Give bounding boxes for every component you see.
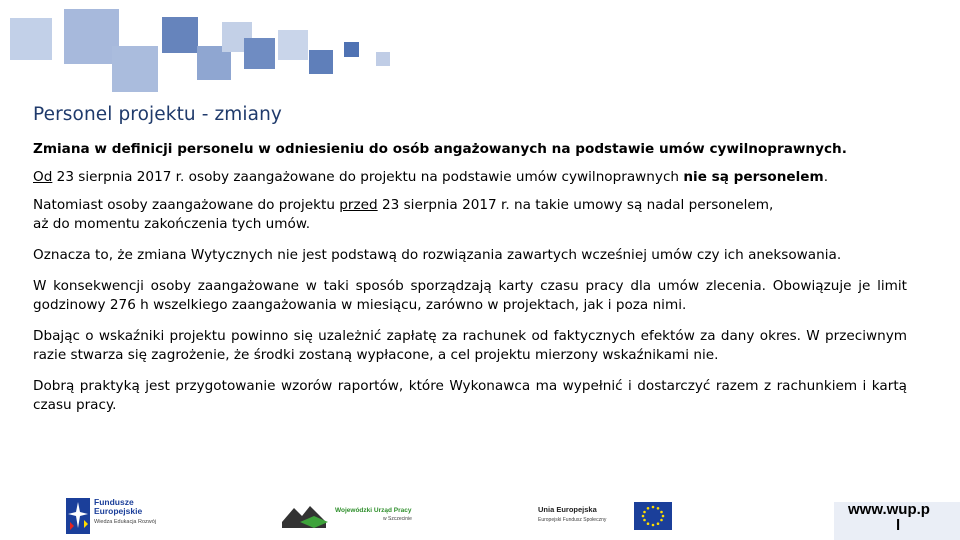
from-text: 23 sierpnia 2017 r. osoby zaangażowane do projektu na podstawie umów cywilnoprawnych <box>52 169 684 185</box>
period: . <box>823 169 829 185</box>
from-label: Od <box>33 169 53 185</box>
fundusze-europejskie-logo <box>66 496 176 536</box>
slide-content <box>33 140 907 427</box>
fe-star-icon <box>66 498 90 534</box>
deco-square <box>376 52 390 66</box>
paragraph-definition <box>33 140 907 159</box>
wup-emblem-icon <box>280 502 330 530</box>
eu-line2: Europejski Fundusz Społeczny <box>538 517 607 523</box>
before-text-d: aż do momentu zakończenia tych umów. <box>33 216 311 232</box>
eu-logo <box>538 502 678 534</box>
website-line1: www.wup.p <box>848 501 930 518</box>
fe-line1: Fundusze <box>94 497 134 507</box>
before-text-c: 23 sierpnia 2017 r. na takie umowy są nadal personelem, <box>377 197 774 213</box>
not-personnel-text: nie są personelem <box>683 169 824 185</box>
fe-line2: Europejskie <box>94 506 143 516</box>
paragraph-from-date <box>33 168 907 187</box>
wup-line1: Wojewódzki Urząd Pracy <box>335 507 412 514</box>
before-text-a: Natomiast osoby zaangażowane do projektu <box>33 197 340 213</box>
eu-flag-icon <box>634 502 672 530</box>
wup-logo <box>280 500 430 532</box>
deco-square <box>162 17 198 53</box>
website-line2: l <box>896 517 901 534</box>
before-label: przed <box>339 197 378 213</box>
paragraph-indicators: Dbając o wskaźniki projektu powinno się uzależnić zapłatę za rachunek od faktycznych efektów za dany okres. W przeciwnym razie stwarza się zagrożenie, że środki zostaną wypłacone, a cel projektu mierzony wskaźnikami nie. <box>33 328 907 363</box>
deco-square <box>309 50 333 74</box>
paragraph-consequence: W konsekwencji osoby zaangażowane w taki sposób sporządzają karty czasu pracy dla umów zlecenia. Obowiązuje je limit godzinowy 276 h wszelkiego zaangażowania w miesiącu, zarówno w projektach, jak i poza nimi. <box>33 278 907 313</box>
eu-line1: Unia Europejska <box>538 505 597 514</box>
fe-line3: Wiedza Edukacja Rozwój <box>94 519 157 525</box>
definition-text: Zmiana w definicji personelu w odniesieniu do osób angażowanych na podstawie umów cywilnoprawnych. <box>33 141 847 157</box>
deco-square <box>10 18 52 60</box>
website-link[interactable] <box>834 502 960 540</box>
paragraph-before-date <box>33 196 907 234</box>
paragraph-good-practice: Dobrą praktyką jest przygotowanie wzorów raportów, które Wykonawca ma wypełnić i dostarczyć razem z rachunkiem i kartą czasu pracy. <box>33 378 907 413</box>
deco-square <box>344 42 359 57</box>
deco-square <box>64 9 119 64</box>
slide-title: Personel projektu - zmiany <box>33 104 282 125</box>
deco-square <box>244 38 275 69</box>
footer-logos <box>0 492 960 540</box>
deco-square <box>278 30 308 60</box>
wup-line2: w Szczecinie <box>383 516 412 522</box>
deco-square <box>112 46 158 92</box>
paragraph-meaning: Oznacza to, że zmiana Wytycznych nie jest podstawą do rozwiązania zawartych wcześniej umów czy ich aneksowania. <box>33 247 842 263</box>
